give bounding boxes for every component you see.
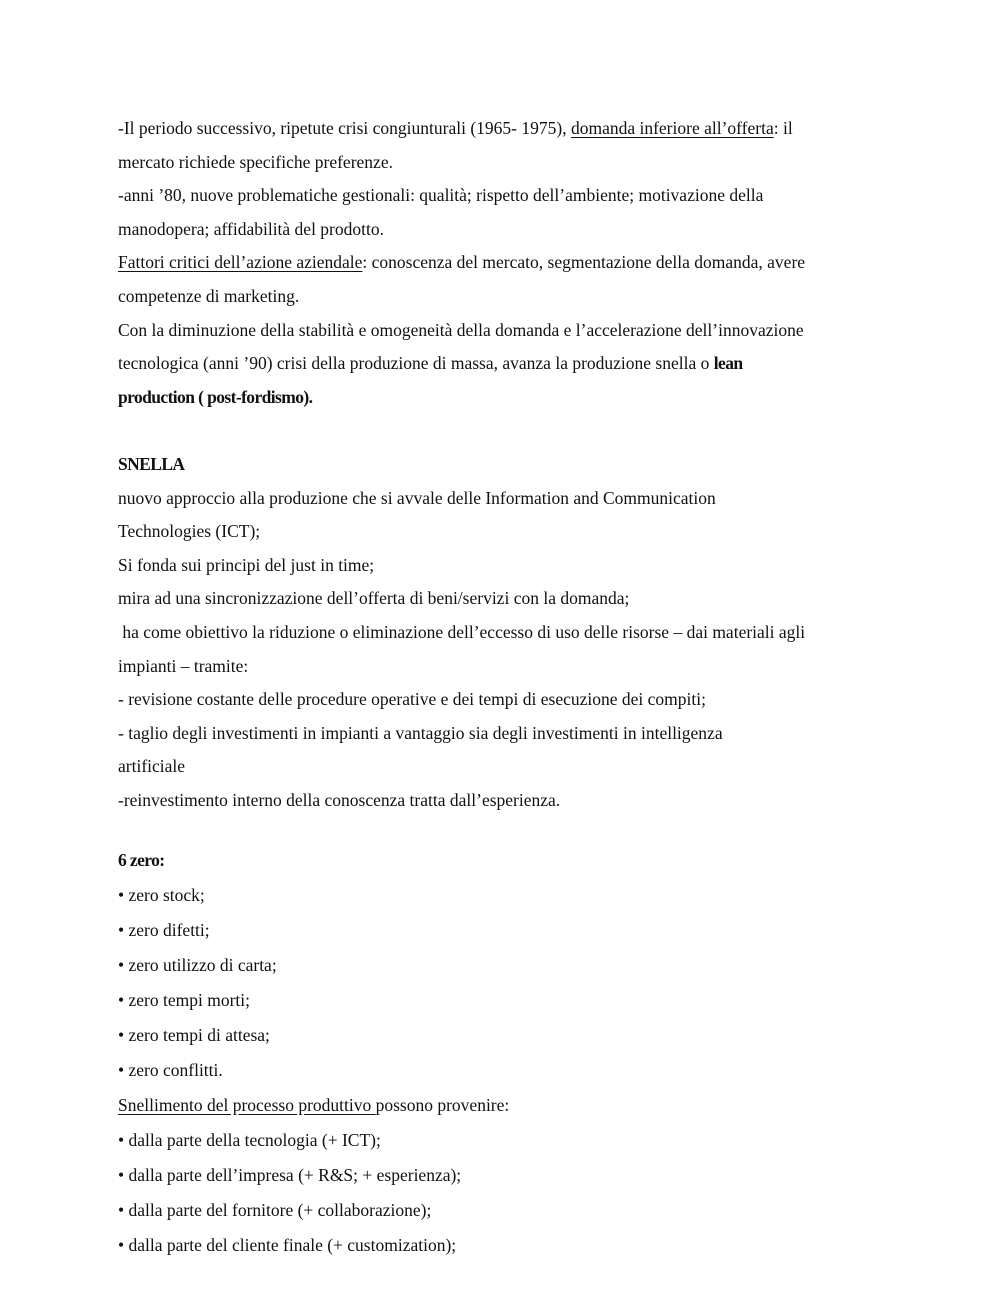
zero-section [118, 843, 888, 1263]
paragraph-line: -anni ’80, nuove problematiche gestionali: qualità; rispetto dell’ambiente; motivazione della [118, 185, 764, 206]
paragraph-line: nuovo approccio alla produzione che si avvale delle Information and Communication [118, 487, 716, 508]
underlined-phrase: Fattori critici dell’azione aziendale [118, 252, 363, 273]
section-heading-6-zero: 6 zero: [118, 850, 165, 870]
paragraph-line: Fattori critici dell’azione aziendale: conoscenza del mercato, segmentazione della domanda, avere [118, 252, 806, 273]
spacer [118, 414, 888, 448]
paragraph-line: -reinvestimento interno della conoscenza tratta dall’esperienza. [118, 789, 561, 810]
paragraph-line: Technologies (ICT); [118, 521, 261, 542]
paragraph-line: tecnologica (anni ’90) crisi della produzione di massa, avanza la produzione snella o lean [118, 353, 743, 374]
list-item: • zero utilizzo di carta; [118, 955, 277, 975]
paragraph-line: competenze di marketing. [118, 285, 300, 306]
bold-term: lean [713, 353, 743, 374]
list-item: • zero conflitti. [118, 1060, 223, 1080]
list-item: • dalla parte della tecnologia (+ ICT); [118, 1130, 381, 1150]
section-heading-snella: SNELLA [118, 453, 185, 474]
paragraph-line: - revisione costante delle procedure operative e dei tempi di esecuzione dei compiti; [118, 689, 706, 710]
underlined-phrase: domanda inferiore all’offerta [570, 118, 774, 138]
paragraph-line: Snellimento del processo produttivo possono provenire: [118, 1095, 510, 1115]
list-item: • dalla parte del fornitore (+ collaborazione); [118, 1200, 432, 1220]
list-item: • dalla parte dell’impresa (+ R&S; + esperienza); [118, 1165, 462, 1185]
list-item: • zero tempi di attesa; [118, 1025, 270, 1045]
list-item: • dalla parte del cliente finale (+ customization); [118, 1235, 457, 1255]
list-item: • zero difetti; [118, 920, 210, 940]
list-item: • zero stock; [118, 885, 205, 905]
paragraph-line: impianti – tramite: [118, 655, 249, 676]
underlined-phrase: Snellimento del processo produttivo [118, 1095, 376, 1115]
paragraph-line: manodopera; affidabilità del prodotto. [118, 218, 384, 239]
intro-section [118, 112, 888, 817]
paragraph-line: mercato richiede specifiche preferenze. [118, 151, 393, 172]
paragraph-line: - taglio degli investimenti in impianti a vantaggio sia degli investimenti in intelligenza [118, 722, 723, 743]
bold-term: production ( post-fordismo). [118, 386, 313, 407]
paragraph-line: artificiale [118, 756, 186, 777]
list-item: • zero tempi morti; [118, 990, 250, 1010]
paragraph-line: -Il periodo successivo, ripetute crisi congiunturali (1965- 1975), domanda inferiore all’offerta: il [118, 118, 793, 138]
paragraph-line: Si fonda sui principi del just in time; [118, 554, 375, 575]
paragraph-line: Con la diminuzione della stabilità e omogeneità della domanda e l’accelerazione dell’innovazione [118, 319, 804, 340]
paragraph-line: ha come obiettivo la riduzione o eliminazione dell’eccesso di uso delle risorse – dai materiali agli [118, 621, 806, 642]
paragraph-line: mira ad una sincronizzazione dell’offerta di beni/servizi con la domanda; [118, 588, 630, 609]
